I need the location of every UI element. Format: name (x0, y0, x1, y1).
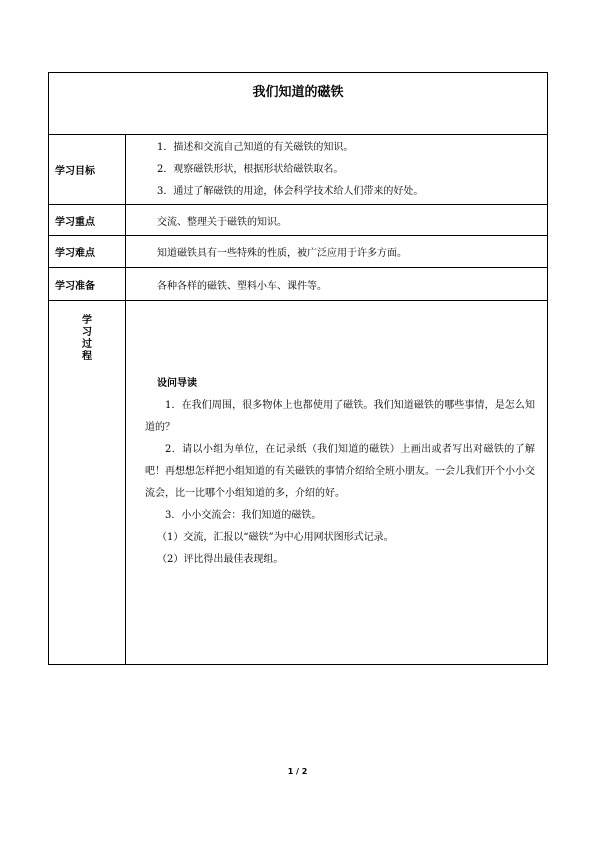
goal-item-3: 3．通过了解磁铁的用途，体会科学技术给人们带来的好处。 (157, 185, 424, 197)
process-paragraph-2: 2．请以小组为单位，在记录纸（我们知道的磁铁）上画出或者写出对磁铁的了解吧！再想想怎样把小组知道的有关磁铁的事情介绍给全班小朋友。一会儿我们开个小小交流会，比一比哪个小组知道的多，介绍的好。 (145, 444, 536, 499)
process-heading: 设问导读 (157, 378, 197, 389)
process-sub-item-2: （2）评比得出最佳表现组。 (157, 554, 284, 565)
lesson-plan-table (48, 72, 548, 665)
preparation-row (49, 268, 548, 301)
process-content (126, 301, 548, 665)
difficulty-row (49, 236, 548, 268)
goal-item-1: 1．描述和交流自己知道的有关磁铁的知识。 (157, 141, 354, 153)
goals-content (126, 135, 548, 205)
preparation-label: 学习准备 (49, 268, 126, 301)
focus-text: 交流、整理关于磁铁的知识。 (126, 205, 548, 236)
process-paragraph-1: 1．在我们周围，很多物体上也都使用了磁铁。我们知道磁铁的哪些事情，是怎么知道的？ (145, 400, 536, 433)
title-cell (49, 73, 548, 135)
page-number: 1 / 2 (287, 767, 308, 776)
preparation-text: 各种各样的磁铁、塑料小车、课件等。 (126, 268, 548, 301)
process-row (49, 301, 548, 665)
goals-label: 学习目标 (49, 135, 126, 205)
page-title: 我们知道的磁铁 (252, 85, 344, 100)
focus-label: 学习重点 (49, 205, 126, 236)
difficulty-text: 知道磁铁具有一些特殊的性质，被广泛应用于许多方面。 (126, 236, 548, 268)
difficulty-label: 学习难点 (49, 236, 126, 268)
goals-row (49, 135, 548, 205)
title-row (49, 73, 548, 135)
focus-row (49, 205, 548, 236)
process-paragraph-3: 3．小小交流会：我们知道的磁铁。 (165, 510, 322, 521)
goal-item-2: 2．观察磁铁形状，根据形状给磁铁取名。 (157, 163, 344, 175)
process-label: 学习过程 (82, 315, 92, 362)
process-label-cell (49, 301, 126, 665)
process-sub-item-1: （1）交流，汇报以“磁铁”为中心用网状图形式记录。 (157, 532, 394, 543)
